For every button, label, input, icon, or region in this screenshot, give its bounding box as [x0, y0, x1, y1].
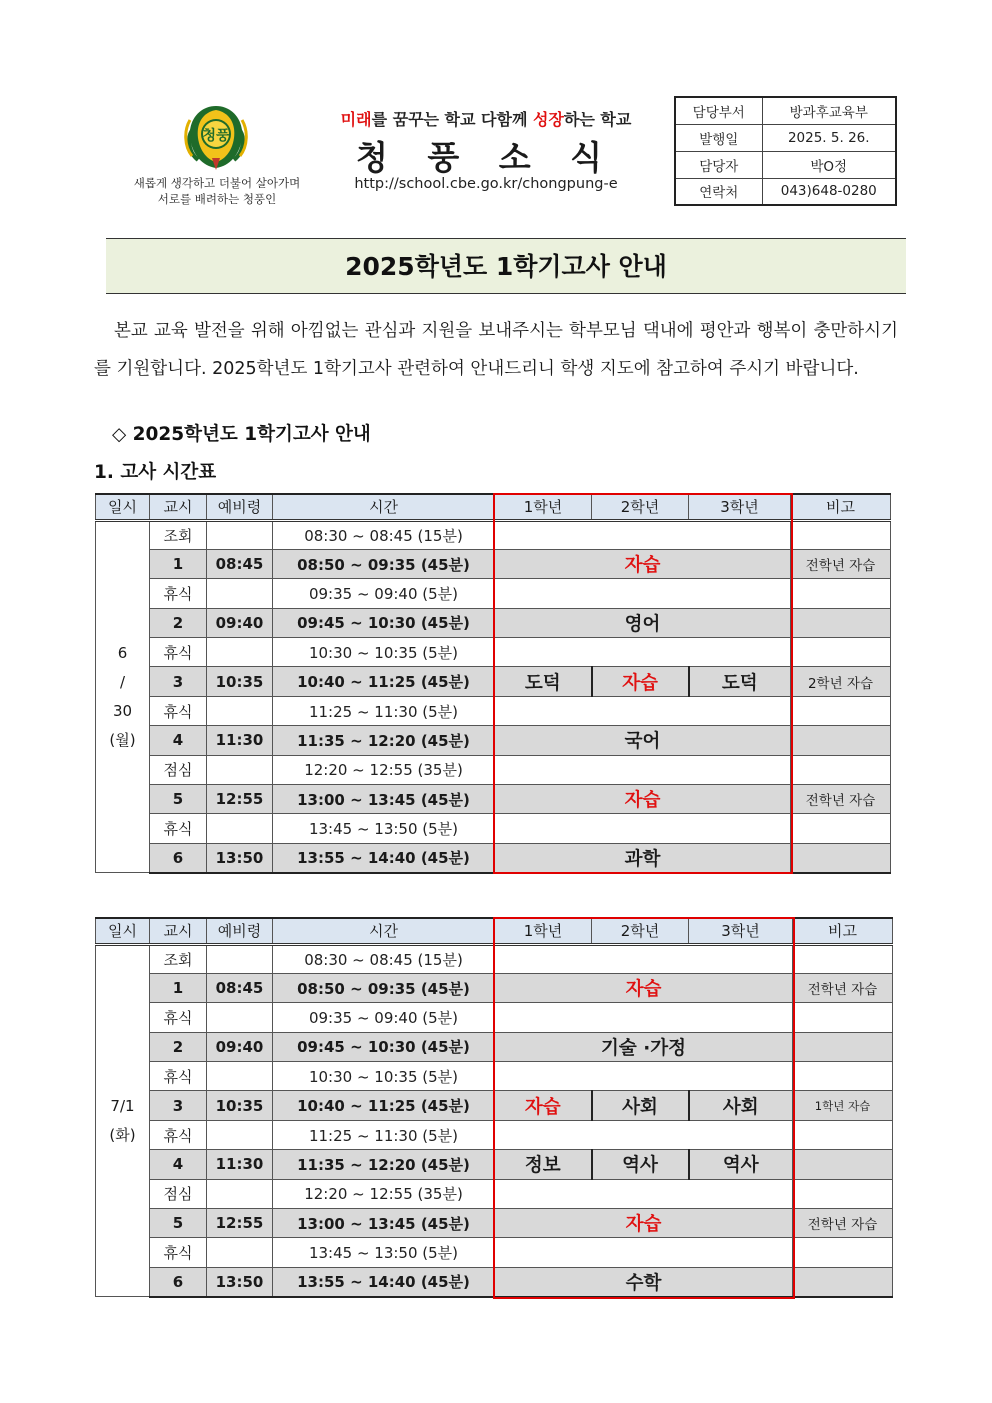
schedule-row — [96, 696, 891, 725]
note-cell: 전학년 자습 — [791, 549, 891, 578]
period-cell: 4 — [150, 726, 207, 755]
bell-time-cell — [207, 814, 273, 843]
subject-cell-all-grades: 자습 — [495, 973, 793, 1002]
motto-line-1: 새롭게 생각하고 더불어 살아가며 — [133, 176, 301, 190]
note-cell: 전학년 자습 — [793, 1209, 893, 1238]
period-cell: 5 — [150, 1209, 207, 1238]
column-header: 비고 — [791, 494, 891, 520]
subject-cell-grade-2: 역사 — [592, 1150, 689, 1179]
subject-cell-grade-2: 자습 — [592, 667, 689, 696]
slogan-red-2: 성장 — [532, 110, 564, 129]
schedule-row — [96, 843, 891, 872]
empty-subject-cell — [495, 755, 791, 784]
table-header-row — [96, 918, 893, 944]
note-cell: 2학년 자습 — [791, 667, 891, 696]
time-cell: 13:55 ~ 14:40 (45분) — [273, 843, 495, 872]
slogan-mid-1: 를 꿈꾸는 학교 다함께 — [371, 110, 533, 129]
note-cell — [791, 814, 891, 843]
schedule-row — [96, 1032, 893, 1061]
info-row — [675, 124, 896, 151]
time-cell: 12:20 ~ 12:55 (35분) — [273, 1179, 495, 1208]
note-cell — [791, 579, 891, 608]
period-cell: 2 — [150, 608, 207, 637]
column-header: 일시 — [96, 918, 150, 944]
logo-text: 청풍 — [202, 128, 230, 144]
time-cell: 10:40 ~ 11:25 (45분) — [273, 1091, 495, 1120]
bell-time-cell — [207, 1062, 273, 1091]
period-cell: 휴식 — [150, 696, 207, 725]
period-cell: 4 — [150, 1150, 207, 1179]
note-cell — [793, 944, 893, 973]
newsletter-title: 청 풍 소 식 — [356, 138, 616, 177]
note-cell — [791, 696, 891, 725]
bell-time-cell: 09:40 — [207, 608, 273, 637]
schedule-body — [96, 944, 893, 1297]
schedule-row — [96, 1238, 893, 1267]
note-cell — [793, 1120, 893, 1149]
date-line: 30 — [112, 701, 133, 720]
period-cell: 휴식 — [150, 1003, 207, 1032]
note-cell — [793, 1003, 893, 1032]
info-row — [675, 178, 896, 205]
subject-cell-grade-2: 사회 — [592, 1091, 689, 1120]
bell-time-cell — [207, 638, 273, 667]
schedule-row — [96, 520, 891, 549]
subject-cell-grade-3: 사회 — [689, 1091, 793, 1120]
time-cell: 11:35 ~ 12:20 (45분) — [273, 1150, 495, 1179]
schedule-row — [96, 785, 891, 814]
bell-time-cell: 10:35 — [207, 1091, 273, 1120]
time-cell: 10:30 ~ 10:35 (5분) — [273, 638, 495, 667]
empty-subject-cell — [495, 696, 791, 725]
period-cell: 조회 — [150, 520, 207, 549]
bell-time-cell: 12:55 — [207, 785, 273, 814]
subject-cell-grade-1: 자습 — [495, 1091, 592, 1120]
period-cell: 6 — [150, 843, 207, 872]
column-header: 2학년 — [592, 494, 689, 520]
note-cell — [791, 638, 891, 667]
schedule-row — [96, 755, 891, 784]
bell-time-cell — [207, 1179, 273, 1208]
info-key: 담당자 — [675, 151, 762, 178]
time-cell: 11:25 ~ 11:30 (5분) — [273, 696, 495, 725]
schedule-row — [96, 579, 891, 608]
bell-time-cell — [207, 579, 273, 608]
info-key: 발행일 — [675, 124, 762, 151]
subject-cell-all-grades: 수학 — [495, 1267, 793, 1296]
column-header: 1학년 — [495, 494, 592, 520]
time-cell: 10:40 ~ 11:25 (45분) — [273, 667, 495, 696]
info-key: 연락처 — [675, 178, 762, 205]
bell-time-cell: 08:45 — [207, 973, 273, 1002]
subject-cell-grade-1: 정보 — [495, 1150, 592, 1179]
period-cell: 1 — [150, 549, 207, 578]
date-line: / — [119, 672, 126, 691]
period-cell: 휴식 — [150, 1238, 207, 1267]
publication-info-table — [674, 96, 897, 206]
column-header: 예비령 — [207, 494, 273, 520]
school-url-link[interactable]: http://school.cbe.go.kr/chongpung-e — [354, 176, 618, 192]
note-cell — [791, 755, 891, 784]
bell-time-cell — [207, 1238, 273, 1267]
period-cell: 점심 — [150, 1179, 207, 1208]
period-cell: 3 — [150, 1091, 207, 1120]
schedule-body — [96, 520, 891, 873]
empty-subject-cell — [495, 814, 791, 843]
subject-cell-grade-1: 도덕 — [495, 667, 592, 696]
schedule-row — [96, 726, 891, 755]
bell-time-cell — [207, 1120, 273, 1149]
period-cell: 5 — [150, 785, 207, 814]
schedule-row — [96, 1120, 893, 1149]
column-header: 일시 — [96, 494, 150, 520]
column-header: 교시 — [150, 918, 207, 944]
slogan-mid-2: 하는 학교 — [563, 110, 632, 129]
note-cell — [791, 726, 891, 755]
time-cell: 13:45 ~ 13:50 (5분) — [273, 814, 495, 843]
time-cell: 11:35 ~ 12:20 (45분) — [273, 726, 495, 755]
schedule-row — [96, 1179, 893, 1208]
bell-time-cell — [207, 520, 273, 549]
info-value: 043)648-0280 — [762, 178, 896, 205]
date-line: (월) — [109, 730, 136, 749]
column-header: 시간 — [273, 918, 495, 944]
column-header: 교시 — [150, 494, 207, 520]
note-cell: 전학년 자습 — [791, 785, 891, 814]
section-heading: ◇ 2025학년도 1학기고사 안내 — [112, 424, 371, 445]
subject-cell-all-grades: 영어 — [495, 608, 791, 637]
empty-subject-cell — [495, 1179, 793, 1208]
period-cell: 휴식 — [150, 638, 207, 667]
subject-cell-all-grades: 과학 — [495, 843, 791, 872]
time-cell: 09:35 ~ 09:40 (5분) — [273, 1003, 495, 1032]
school-slogan — [300, 107, 672, 130]
period-cell: 2 — [150, 1032, 207, 1061]
subject-cell-all-grades: 자습 — [495, 785, 791, 814]
empty-subject-cell — [495, 1003, 793, 1032]
bell-time-cell: 08:45 — [207, 549, 273, 578]
column-header: 3학년 — [689, 494, 791, 520]
schedule-row — [96, 973, 893, 1002]
exam-date-cell — [96, 520, 150, 873]
exam-schedule-table-1 — [95, 493, 891, 874]
period-cell: 조회 — [150, 944, 207, 973]
empty-subject-cell — [495, 1062, 793, 1091]
page-title: 2025학년도 1학기고사 안내 — [106, 238, 906, 294]
subsection-heading: 1. 고사 시간표 — [94, 462, 217, 483]
subject-cell-all-grades: 국어 — [495, 726, 791, 755]
schedule-row — [96, 1209, 893, 1238]
info-row — [675, 97, 896, 124]
time-cell: 08:30 ~ 08:45 (15분) — [273, 520, 495, 549]
schedule-row — [96, 1091, 893, 1120]
bell-time-cell: 11:30 — [207, 1150, 273, 1179]
period-cell: 휴식 — [150, 579, 207, 608]
time-cell: 09:35 ~ 09:40 (5분) — [273, 579, 495, 608]
bell-time-cell: 09:40 — [207, 1032, 273, 1061]
subject-cell-grade-3: 역사 — [689, 1150, 793, 1179]
time-cell: 13:45 ~ 13:50 (5분) — [273, 1238, 495, 1267]
time-cell: 13:00 ~ 13:45 (45분) — [273, 1209, 495, 1238]
note-cell — [793, 1062, 893, 1091]
motto-line-2: 서로를 배려하는 청풍인 — [157, 192, 277, 206]
intro-paragraph: 본교 교육 발전을 위해 아낌없는 관심과 지원을 보내주시는 학부모님 댁내에 평안과 행복이 충만하시기를 기원합니다. 2025학년도 1학기고사 관련하여 안내드리니 학생 지도에 참고하여 주시기 바랍니다. — [94, 321, 898, 379]
schedule-row — [96, 549, 891, 578]
note-cell — [791, 608, 891, 637]
bell-time-cell: 13:50 — [207, 843, 273, 872]
info-row — [675, 151, 896, 178]
schedule-row — [96, 1003, 893, 1032]
column-header: 3학년 — [689, 918, 793, 944]
empty-subject-cell — [495, 1238, 793, 1267]
time-cell: 13:00 ~ 13:45 (45분) — [273, 785, 495, 814]
column-header: 비고 — [793, 918, 893, 944]
note-cell — [793, 1267, 893, 1296]
bell-time-cell: 11:30 — [207, 726, 273, 755]
empty-subject-cell — [495, 638, 791, 667]
schedule-row — [96, 944, 893, 973]
school-logo-icon — [182, 100, 250, 174]
period-cell: 1 — [150, 973, 207, 1002]
slogan-red-1: 미래 — [340, 110, 372, 129]
bell-time-cell: 10:35 — [207, 667, 273, 696]
schedule-row — [96, 1150, 893, 1179]
info-value: 방과후교육부 — [762, 97, 896, 124]
empty-subject-cell — [495, 1120, 793, 1149]
bell-time-cell — [207, 1003, 273, 1032]
date-line: (화) — [109, 1125, 136, 1144]
info-value: 2025. 5. 26. — [762, 124, 896, 151]
column-header: 1학년 — [495, 918, 592, 944]
note-cell — [793, 1179, 893, 1208]
bell-time-cell: 12:55 — [207, 1209, 273, 1238]
school-motto — [112, 175, 322, 207]
note-cell — [791, 843, 891, 872]
note-cell: 1학년 자습 — [793, 1091, 893, 1120]
subject-cell-grade-3: 도덕 — [689, 667, 791, 696]
time-cell: 12:20 ~ 12:55 (35분) — [273, 755, 495, 784]
schedule-row — [96, 1062, 893, 1091]
schedule-row — [96, 608, 891, 637]
period-cell: 휴식 — [150, 1120, 207, 1149]
column-header: 2학년 — [592, 918, 689, 944]
note-cell — [791, 520, 891, 549]
table-header-row — [96, 494, 891, 520]
date-line: 7/1 — [110, 1096, 135, 1115]
bell-time-cell — [207, 944, 273, 973]
empty-subject-cell — [495, 520, 791, 549]
period-cell: 점심 — [150, 755, 207, 784]
empty-subject-cell — [495, 579, 791, 608]
period-cell: 휴식 — [150, 1062, 207, 1091]
schedule-row — [96, 1267, 893, 1296]
subject-cell-all-grades: 자습 — [495, 1209, 793, 1238]
schedule-row — [96, 667, 891, 696]
period-cell: 6 — [150, 1267, 207, 1296]
column-header: 예비령 — [207, 918, 273, 944]
info-key: 담당부서 — [675, 97, 762, 124]
bell-time-cell — [207, 755, 273, 784]
subject-cell-all-grades: 자습 — [495, 549, 791, 578]
time-cell: 08:50 ~ 09:35 (45분) — [273, 549, 495, 578]
time-cell: 09:45 ~ 10:30 (45분) — [273, 608, 495, 637]
schedule-row — [96, 814, 891, 843]
period-cell: 3 — [150, 667, 207, 696]
note-cell: 전학년 자습 — [793, 973, 893, 1002]
bell-time-cell — [207, 696, 273, 725]
column-header: 시간 — [273, 494, 495, 520]
exam-schedule-table-2 — [95, 917, 893, 1298]
time-cell: 13:55 ~ 14:40 (45분) — [273, 1267, 495, 1296]
subject-cell-all-grades: 기술 ·가정 — [495, 1032, 793, 1061]
bell-time-cell: 13:50 — [207, 1267, 273, 1296]
info-value: 박O정 — [762, 151, 896, 178]
time-cell: 11:25 ~ 11:30 (5분) — [273, 1120, 495, 1149]
time-cell: 08:30 ~ 08:45 (15분) — [273, 944, 495, 973]
empty-subject-cell — [495, 944, 793, 973]
date-line: 6 — [117, 643, 128, 662]
period-cell: 휴식 — [150, 814, 207, 843]
schedule-row — [96, 638, 891, 667]
note-cell — [793, 1032, 893, 1061]
time-cell: 09:45 ~ 10:30 (45분) — [273, 1032, 495, 1061]
note-cell — [793, 1150, 893, 1179]
note-cell — [793, 1238, 893, 1267]
exam-date-cell — [96, 944, 150, 1297]
time-cell: 08:50 ~ 09:35 (45분) — [273, 973, 495, 1002]
time-cell: 10:30 ~ 10:35 (5분) — [273, 1062, 495, 1091]
